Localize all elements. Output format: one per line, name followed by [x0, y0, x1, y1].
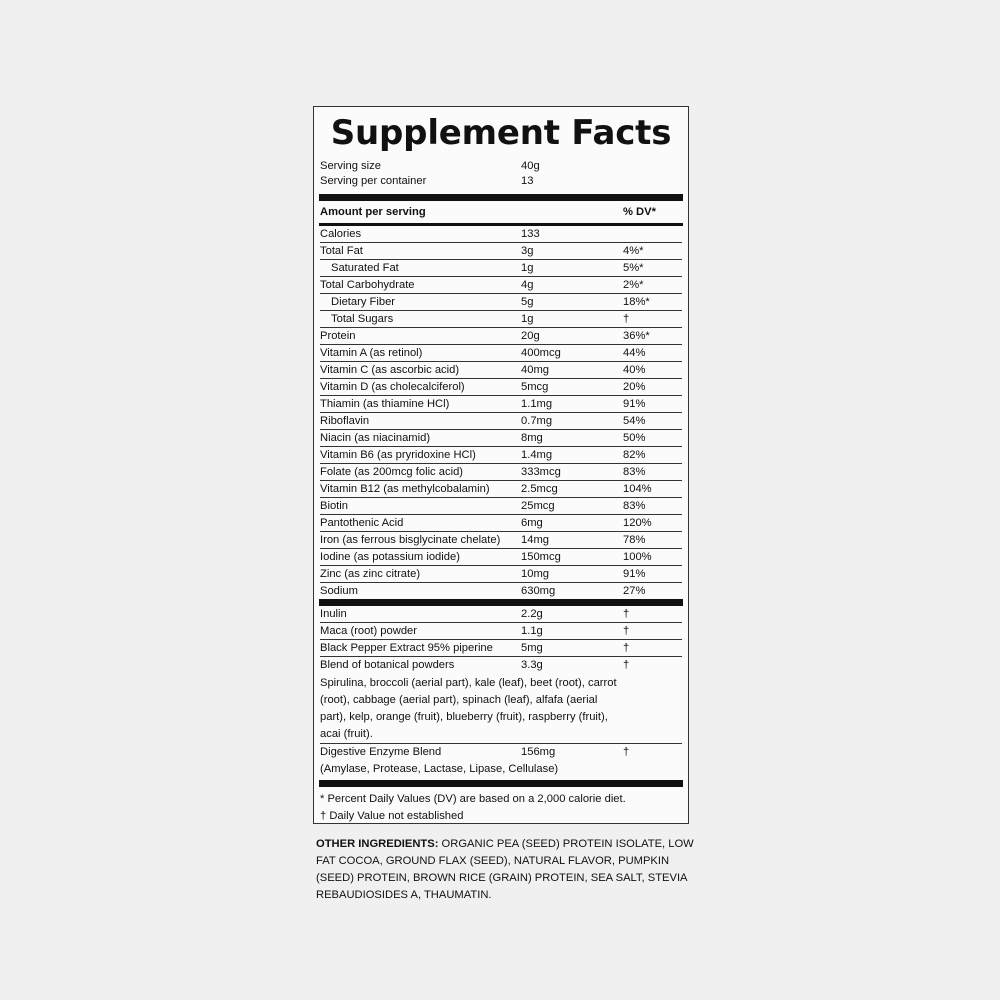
nutrient-row [320, 447, 682, 464]
ingredient-row [320, 606, 682, 623]
nutrient-row [320, 328, 682, 345]
nutrient-amount: 5mcg [521, 381, 549, 393]
servings-per-container-label: Serving per container [320, 175, 427, 187]
ingredient-amount: 1.1g [521, 625, 543, 637]
ingredient-name: Maca (root) powder [320, 625, 417, 637]
nutrient-dv: 91% [623, 568, 646, 580]
nutrient-name: Vitamin D (as cholecalciferol) [320, 381, 465, 393]
ingredient-name: Inulin [320, 608, 347, 620]
nutrient-dv: 50% [623, 432, 646, 444]
nutrient-name: Niacin (as niacinamid) [320, 432, 431, 444]
nutrient-name: Saturated Fat [331, 262, 399, 274]
nutrient-name: Vitamin B12 (as methylcobalamin) [320, 483, 490, 495]
nutrient-amount: 400mcg [521, 347, 561, 359]
nutrient-name: Zinc (as zinc citrate) [320, 568, 421, 580]
nutrient-amount: 20g [521, 330, 540, 342]
nutrient-amount: 0.7mg [521, 415, 553, 427]
other-ingredients-label: OTHER INGREDIENTS: [316, 838, 439, 850]
dv-header: % DV* [623, 206, 656, 218]
nutrient-dv: 78% [623, 534, 646, 546]
nutrient-name: Biotin [320, 500, 348, 512]
ingredient-dv: † [623, 608, 630, 620]
nutrient-row [320, 515, 682, 532]
nutrient-row [320, 498, 682, 515]
nutrient-amount: 1g [521, 262, 534, 274]
nutrient-dv: 20% [623, 381, 646, 393]
nutrient-row [320, 294, 682, 311]
nutrient-dv: 44% [623, 347, 646, 359]
ingredient-row [320, 744, 682, 761]
ingredient-dv: † [623, 746, 630, 758]
nutrient-amount: 25mcg [521, 500, 555, 512]
nutrient-amount: 6mg [521, 517, 543, 529]
nutrient-list [320, 226, 682, 599]
nutrient-amount: 10mg [521, 568, 549, 580]
nutrient-row [320, 532, 682, 549]
dagger-footnote: † Daily Value not established [320, 810, 464, 822]
nutrient-name: Total Fat [320, 245, 363, 257]
nutrient-row [320, 430, 682, 447]
ingredient-row [320, 657, 682, 673]
nutrient-amount: 150mcg [521, 551, 561, 563]
other-ingredients [316, 836, 696, 904]
servings-per-container-row [320, 174, 682, 189]
other-items-list [320, 606, 682, 778]
nutrient-row [320, 396, 682, 413]
nutrient-dv: 82% [623, 449, 646, 461]
nutrient-amount: 1.1mg [521, 398, 553, 410]
nutrient-dv: 36%* [623, 330, 650, 342]
thick-divider [319, 780, 683, 787]
nutrient-name: Riboflavin [320, 415, 370, 427]
serving-size-value: 40g [521, 160, 540, 172]
ingredient-dv: † [623, 642, 630, 654]
nutrient-amount: 5g [521, 296, 534, 308]
nutrient-row [320, 549, 682, 566]
nutrient-name: Folate (as 200mcg folic acid) [320, 466, 464, 478]
nutrient-name: Pantothenic Acid [320, 517, 404, 529]
amount-header-row [320, 201, 682, 223]
botanical-blend-detail: Spirulina, broccoli (aerial part), kale (leaf), beet (root), carrot (root), cabbage (aerial part), spinach (leaf), alfafa (aerial part), kelp, orange (fruit), blueberry (fruit), raspberry (fruit), acai (fruit). [320, 677, 617, 740]
nutrient-amount: 40mg [521, 364, 549, 376]
nutrient-dv: 27% [623, 585, 646, 597]
thick-divider [319, 599, 683, 606]
nutrient-row [320, 481, 682, 498]
ingredient-amount: 3.3g [521, 659, 543, 671]
nutrient-row [320, 566, 682, 583]
nutrient-row [320, 243, 682, 260]
nutrient-dv: 18%* [623, 296, 650, 308]
nutrient-amount: 333mcg [521, 466, 561, 478]
nutrient-dv: 83% [623, 500, 646, 512]
servings-per-container-value: 13 [521, 175, 534, 187]
nutrient-row [320, 345, 682, 362]
nutrient-name: Iron (as ferrous bisglycinate chelate) [320, 534, 501, 546]
amount-per-serving-header: Amount per serving [320, 206, 426, 218]
nutrient-dv: † [623, 313, 630, 325]
serving-size-label: Serving size [320, 160, 381, 172]
nutrient-amount: 14mg [521, 534, 549, 546]
nutrient-dv: 83% [623, 466, 646, 478]
nutrient-name: Vitamin B6 (as pryridoxine HCl) [320, 449, 476, 461]
panel-title: Supplement Facts [330, 113, 672, 153]
nutrient-name: Vitamin A (as retinol) [320, 347, 423, 359]
nutrient-row [320, 277, 682, 294]
nutrient-name: Calories [320, 228, 362, 240]
nutrient-amount: 133 [521, 228, 540, 240]
enzyme-blend-detail: (Amylase, Protease, Lactase, Lipase, Cellulase) [320, 763, 559, 775]
ingredient-row [320, 623, 682, 640]
nutrient-name: Total Sugars [331, 313, 394, 325]
nutrient-dv: 40% [623, 364, 646, 376]
ingredient-row [320, 640, 682, 657]
nutrient-name: Iodine (as potassium iodide) [320, 551, 460, 563]
nutrient-amount: 4g [521, 279, 534, 291]
nutrient-row [320, 311, 682, 328]
nutrient-dv: 4%* [623, 245, 644, 257]
nutrient-dv: 5%* [623, 262, 644, 274]
supplement-facts-panel [313, 106, 689, 824]
botanical-blend-block [320, 657, 682, 744]
thick-divider [319, 194, 683, 201]
ingredient-dv: † [623, 625, 630, 637]
nutrient-dv: 100% [623, 551, 652, 563]
nutrient-dv: 91% [623, 398, 646, 410]
nutrient-row [320, 583, 682, 599]
ingredient-name: Black Pepper Extract 95% piperine [320, 642, 493, 654]
other-ingredients-text: ORGANIC PEA (SEED) PROTEIN ISOLATE, LOW FAT COCOA, GROUND FLAX (SEED), NATURAL FLAVOR, PUMPKIN (SEED) PROTEIN, BROWN RICE (GRAIN) PROTEIN, SEA SALT, STEVIA REBAUDIOSIDES A, THAUMATIN. [316, 838, 694, 901]
nutrient-dv: 120% [623, 517, 652, 529]
nutrient-name: Thiamin (as thiamine HCl) [320, 398, 450, 410]
nutrient-row [320, 260, 682, 277]
nutrient-name: Sodium [320, 585, 358, 597]
dv-footnote: * Percent Daily Values (DV) are based on a 2,000 calorie diet. [320, 793, 626, 805]
nutrient-name: Total Carbohydrate [320, 279, 415, 291]
ingredient-dv: † [623, 659, 630, 671]
nutrient-amount: 8mg [521, 432, 543, 444]
enzyme-blend-block [320, 744, 682, 778]
nutrient-amount: 630mg [521, 585, 556, 597]
nutrient-name: Vitamin C (as ascorbic acid) [320, 364, 460, 376]
nutrient-row [320, 379, 682, 396]
ingredient-amount: 2.2g [521, 608, 543, 620]
nutrient-row [320, 464, 682, 481]
nutrient-name: Dietary Fiber [331, 296, 396, 308]
nutrient-dv: 2%* [623, 279, 644, 291]
nutrient-amount: 1.4mg [521, 449, 553, 461]
nutrient-row [320, 226, 682, 243]
footnotes [320, 787, 682, 825]
nutrient-dv: 104% [623, 483, 652, 495]
nutrient-amount: 3g [521, 245, 534, 257]
ingredient-name: Blend of botanical powders [320, 659, 455, 671]
ingredient-name: Digestive Enzyme Blend [320, 746, 442, 758]
nutrient-row [320, 362, 682, 379]
nutrient-amount: 1g [521, 313, 534, 325]
ingredient-amount: 5mg [521, 642, 543, 654]
nutrient-name: Protein [320, 330, 356, 342]
nutrient-amount: 2.5mcg [521, 483, 558, 495]
ingredient-amount: 156mg [521, 746, 556, 758]
nutrient-dv: 54% [623, 415, 646, 427]
nutrient-row [320, 413, 682, 430]
serving-size-row [320, 159, 682, 174]
